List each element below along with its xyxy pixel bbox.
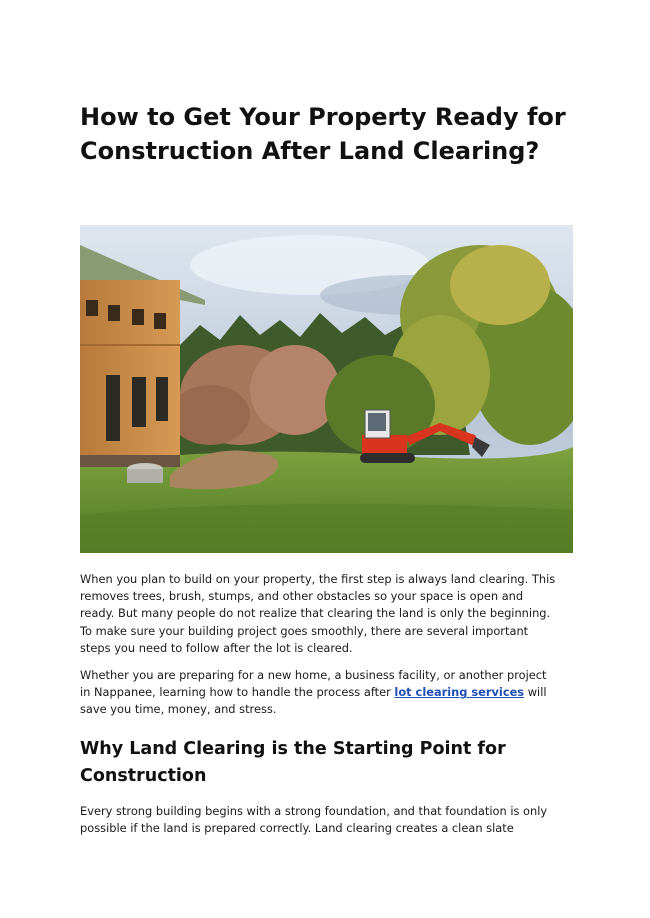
article-title: How to Get Your Property Ready for Construction After Land Clearing? bbox=[80, 103, 566, 165]
second-paragraph bbox=[80, 667, 560, 719]
second-paragraph-text-before: Whether you are preparing for a new home, a business facility, or another project in Nappanee, learning how to handle the process after bbox=[80, 668, 547, 700]
intro-paragraph: When you plan to build on your property, the first step is always land clearing. This removes trees, brush, stumps, and other obstacles so your space is open and ready. But many people do not realize that clearing the land is only the beginning. To make sure your building project goes smoothly, there are several important steps you need to follow after the lot is cleared. bbox=[80, 572, 556, 655]
section-heading: Why Land Clearing is the Starting Point for Construction bbox=[80, 739, 506, 786]
lot-clearing-services-link[interactable]: lot clearing services bbox=[394, 685, 525, 700]
second-paragraph-text-after: will save you time, money, and stress. bbox=[80, 685, 547, 717]
hero-photo-construction-site bbox=[80, 225, 573, 553]
section-paragraph: Every strong building begins with a strong foundation, and that foundation is only possible if the land is prepared correctly. Land clearing creates a clean slate bbox=[80, 804, 548, 836]
